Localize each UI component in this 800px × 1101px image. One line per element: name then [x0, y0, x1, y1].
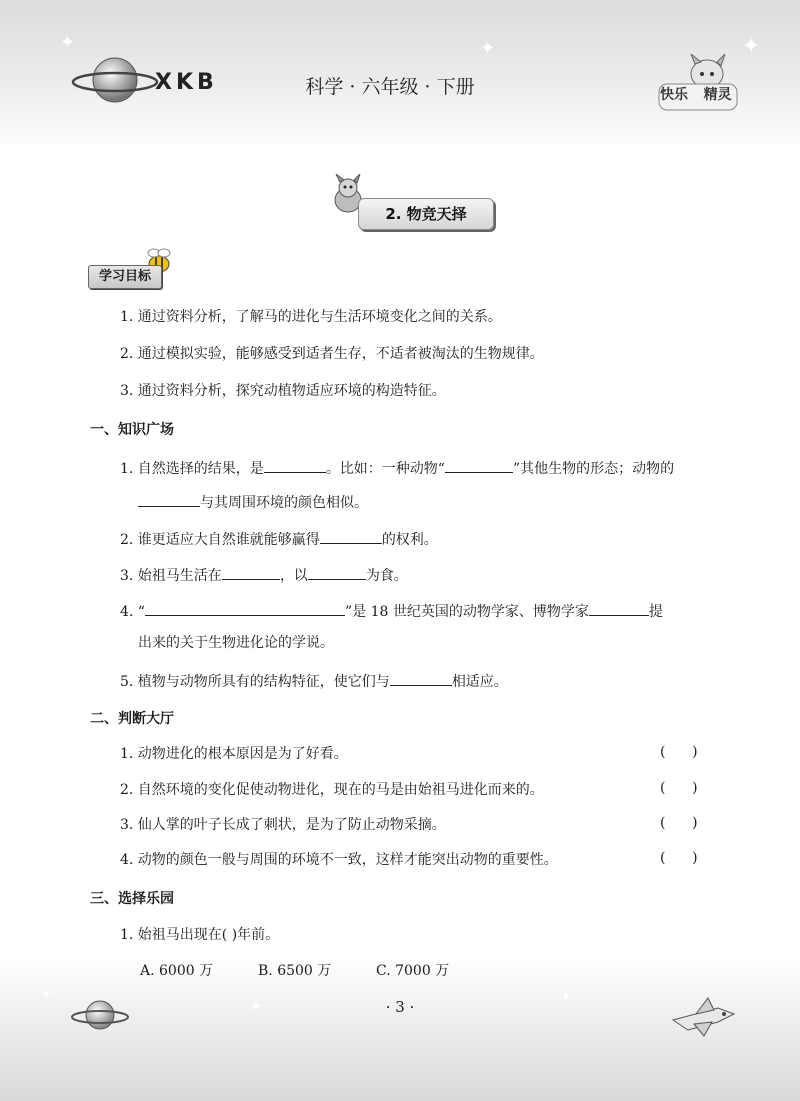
brand-line-1: 快乐 — [660, 87, 688, 103]
brand-line-2: 精灵 — [703, 87, 732, 103]
judge-item: 4. 动物的颜色一般与周围的环境不一致，这样才能突出动物的重要性。 — [120, 852, 558, 868]
answer-paren[interactable]: ( ) — [660, 780, 698, 796]
fill-question — [120, 669, 508, 692]
question-text: 2. 谁更适应大自然谁就能够赢得 — [120, 532, 320, 548]
answer-blank[interactable] — [308, 563, 366, 580]
answer-paren[interactable]: ( ) — [660, 850, 698, 866]
question-text: ”是 18 世纪英国的动物学家、博物学家 — [344, 604, 589, 620]
answer-paren[interactable]: ( ) — [660, 744, 698, 760]
goal-item: 1. 通过资料分析，了解马的进化与生活环境变化之间的关系。 — [120, 309, 502, 325]
section-heading: 二、判断大厅 — [90, 711, 174, 727]
learning-goals-label: 学习目标 — [88, 265, 162, 289]
choice-option-a[interactable]: A. 6000 万 — [140, 963, 214, 979]
choice-question: 1. 始祖马出现在( )年前。 — [120, 927, 280, 943]
question-text: 的权利。 — [381, 532, 438, 548]
goal-item: 3. 通过资料分析，探究动植物适应环境的构造特征。 — [120, 383, 446, 399]
fill-question — [120, 599, 663, 622]
answer-paren[interactable]: ( ) — [660, 815, 698, 831]
sparkle-icon: ✦ — [560, 989, 572, 1005]
fill-question — [120, 527, 438, 550]
brand-name — [660, 84, 732, 104]
answer-blank[interactable] — [320, 527, 382, 544]
question-text: ，以 — [279, 568, 308, 584]
choice-option-b[interactable]: B. 6500 万 — [258, 963, 332, 979]
sparkle-icon: ✦ — [40, 987, 52, 1003]
sparkle-icon: ✦ — [250, 999, 262, 1015]
question-text: 1. 自然选择的结果，是 — [120, 461, 264, 477]
question-text: 5. 植物与动物所具有的结构特征，使它们与 — [120, 674, 390, 690]
question-text: ”其他生物的形态；动物的 — [512, 461, 675, 477]
planet-icon — [70, 995, 130, 1035]
page-number: · 3 · — [385, 998, 415, 1016]
series-logo: XKB — [155, 70, 218, 95]
section-heading: 一、知识广场 — [90, 422, 174, 438]
question-text: 。比如：一种动物“ — [325, 461, 445, 477]
question-text: 相适应。 — [451, 674, 508, 690]
answer-blank[interactable] — [145, 599, 345, 616]
judge-item: 1. 动物进化的根本原因是为了好看。 — [120, 746, 348, 762]
fill-question-cont — [138, 490, 368, 513]
planet-icon — [70, 50, 160, 110]
sparkle-icon: ✦ — [60, 32, 76, 53]
question-text: 4. “ — [120, 604, 145, 620]
question-text: 为食。 — [365, 568, 408, 584]
answer-blank[interactable] — [138, 490, 200, 507]
sparkle-icon: ✦ — [480, 38, 496, 59]
question-text: 3. 始祖马生活在 — [120, 568, 222, 584]
lesson-title: 2. 物竞天择 — [358, 198, 494, 230]
sparkle-icon: ✦ — [742, 34, 761, 59]
fill-question — [120, 456, 674, 479]
judge-item: 3. 仙人掌的叶子长成了刺状，是为了防止动物采摘。 — [120, 817, 446, 833]
fill-question — [120, 563, 408, 586]
section-heading: 三、选择乐园 — [90, 891, 174, 907]
question-text: 与其周围环境的颜色相似。 — [200, 495, 368, 511]
fill-question-cont: 出来的关于生物进化论的学说。 — [138, 635, 334, 651]
answer-blank[interactable] — [264, 456, 326, 473]
space-shuttle-icon — [668, 990, 738, 1040]
answer-blank[interactable] — [222, 563, 280, 580]
answer-blank[interactable] — [390, 669, 452, 686]
goal-item: 2. 通过模拟实验，能够感受到适者生存，不适者被淘汰的生物规律。 — [120, 346, 544, 362]
answer-blank[interactable] — [445, 456, 513, 473]
choice-option-c[interactable]: C. 7000 万 — [376, 963, 450, 979]
answer-blank[interactable] — [589, 599, 649, 616]
judge-item: 2. 自然环境的变化促使动物进化，现在的马是由始祖马进化而来的。 — [120, 782, 544, 798]
question-text: 提 — [648, 604, 663, 620]
book-title: 科学 · 六年级 · 下册 — [305, 76, 475, 98]
